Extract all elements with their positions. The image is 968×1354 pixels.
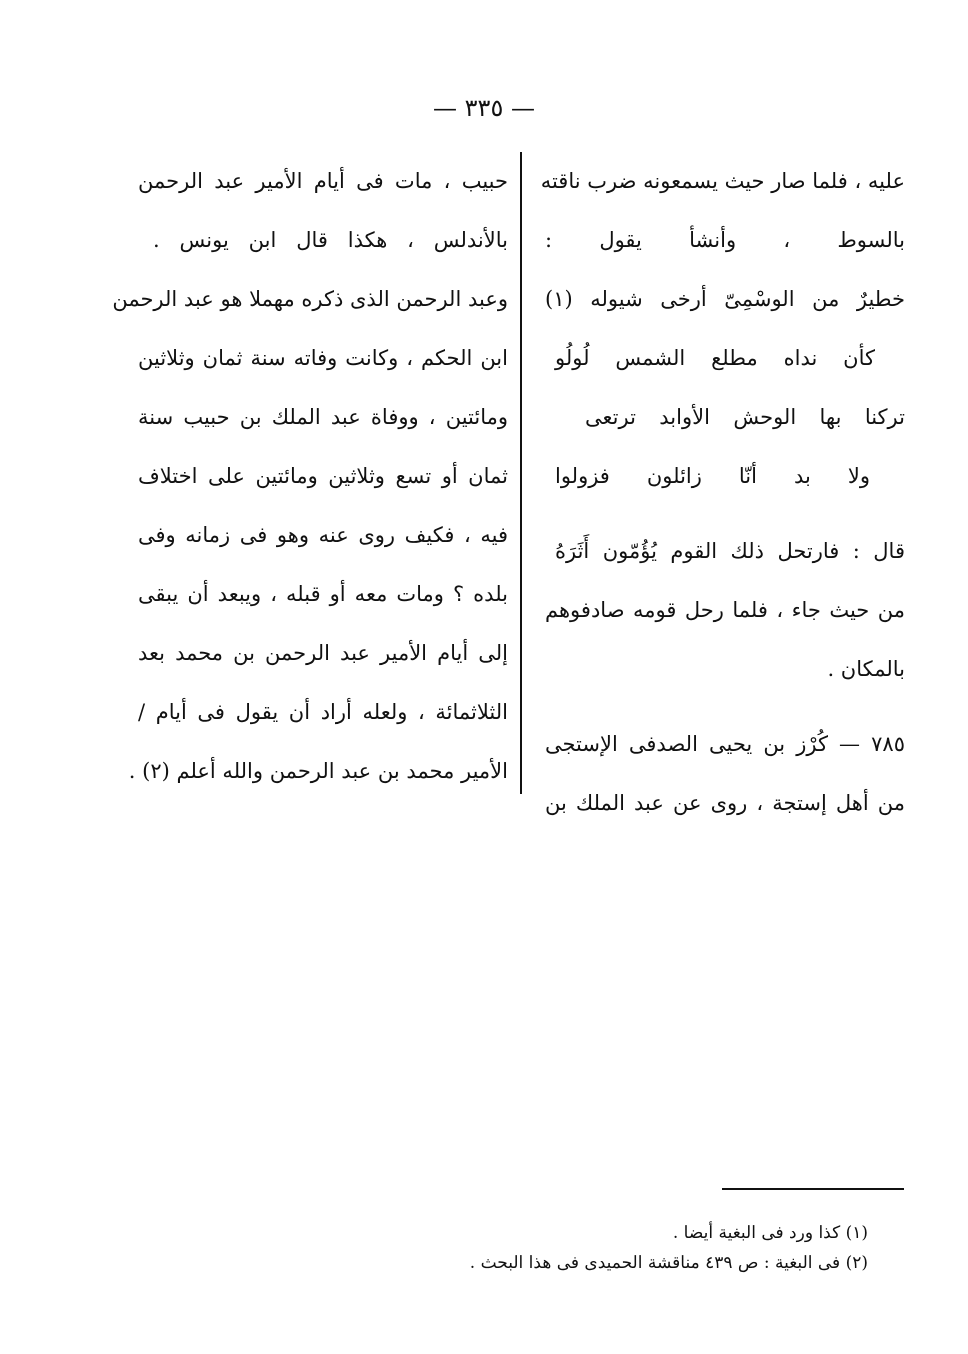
text-line: الثلاثمائة ، ولعله أراد أن يقول فى أيام / [138, 700, 508, 724]
text-line: بالأندلس ، هكذا قال ابن يونس . [153, 228, 508, 252]
text-line: بالمكان . [827, 657, 905, 681]
text-line: وعبد الرحمن الذى ذكره مهملا هو عبد الرحمن [112, 287, 508, 311]
text-line: ثمان أو تسع وثلاثين ومائتين على اختلاف [138, 464, 508, 488]
text-line: ومائتين ، ووفاة عبد الملك بن حبيب سنة [138, 405, 508, 429]
column-divider [520, 152, 522, 794]
verse-line: ولا بد أنّا زائلون فزولوا [555, 464, 870, 488]
footnotes [348, 1218, 868, 1278]
text-line: من حيث جاء ، فلما رحل قومه صادفوهم [545, 598, 905, 622]
footnote: (٢) فى البغية : ص ٤٣٩ مناقشة الحميدى فى هذا البحث . [469, 1253, 868, 1273]
entry-heading: ٧٨٥ — كُرْز بن يحيى الصدفى الإستجى [545, 732, 905, 756]
footnote: (١) كذا ورد فى البغية أيضا . [672, 1223, 868, 1243]
verse-line: خطيرٌ من الوسْمِىّ أرخى شيوله (١) [545, 287, 905, 311]
footnote-divider [722, 1188, 904, 1190]
left-text-column [112, 152, 508, 801]
text-line: بلده ؟ ومات معه أو قبله ، ويبعد أن يبقى [138, 582, 508, 606]
verse-line: كأن نداه مطلع الشمس لُولُو [555, 346, 875, 370]
text-line: إلى أيام الأمير عبد الرحمن بن محمد بعد [138, 641, 508, 665]
verse-line: تركنا بها الوحش الأوابد ترتعى [585, 405, 905, 429]
right-text-column [540, 152, 905, 833]
text-line: من أهل إستجة ، روى عن عبد الملك بن [545, 791, 905, 815]
text-line: قال : فارتحل ذلك القوم يُؤُمّون أَثَرَهُ [555, 539, 905, 563]
page-number: — ٣٣٥ — [433, 94, 535, 122]
text-line: بالسوط ، وأنشأ يقول : [545, 228, 905, 252]
text-line: عليه ، فلما صار حيث يسمعونه ضرب ناقته [540, 169, 905, 193]
text-line: الأمير محمد بن عبد الرحمن والله أعلم (٢) . [128, 759, 508, 783]
text-line: فيه ، فكيف روى عنه وهو فى زمانه وفى [138, 523, 508, 547]
text-line: ابن الحكم ، وكانت وفاته سنة ثمان وثلاثين [138, 346, 508, 370]
text-line: حبيب ، مات فى أيام الأمير عبد الرحمن [138, 169, 508, 193]
